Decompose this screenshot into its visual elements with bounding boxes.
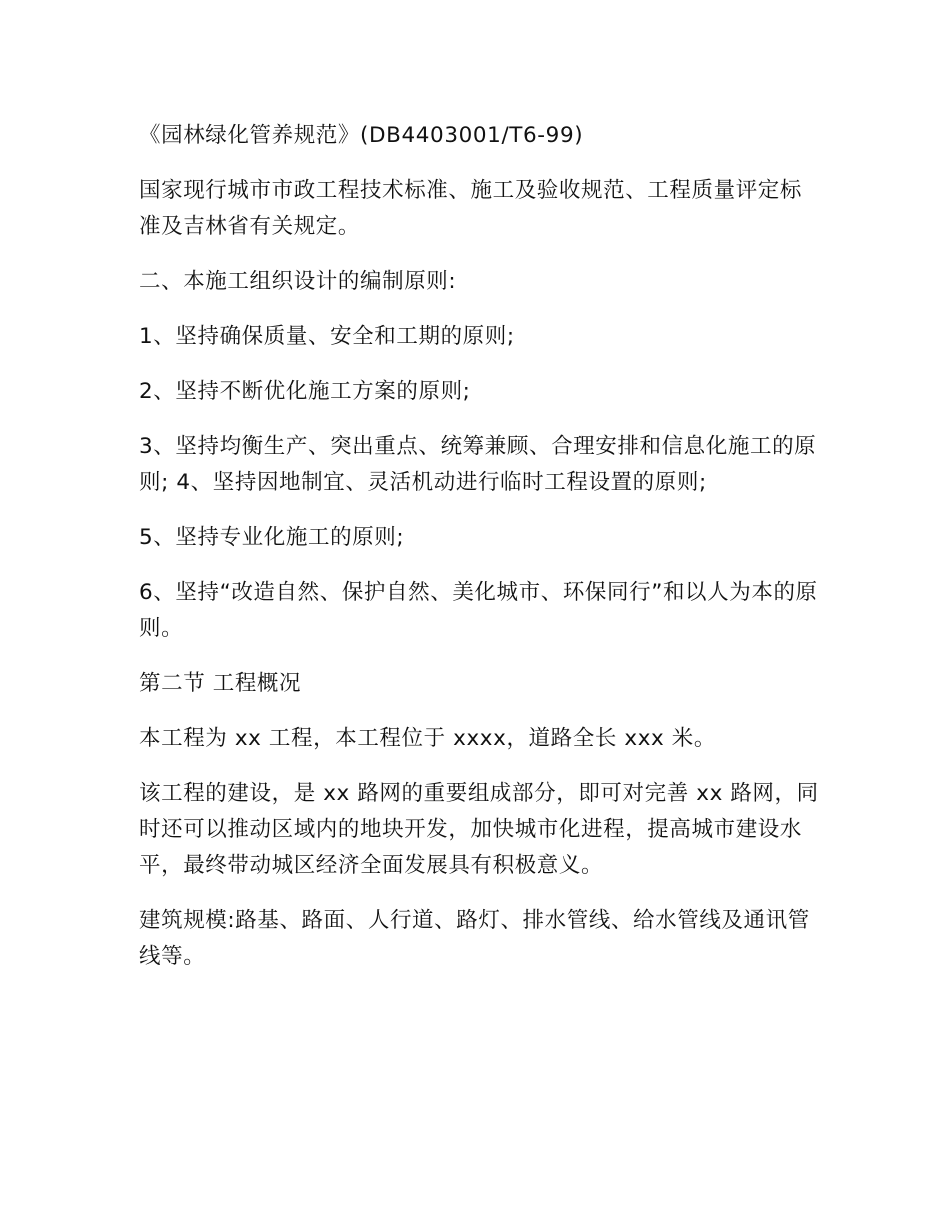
principle-item-1: 1、坚持确保质量、安全和工期的原则;	[139, 324, 515, 349]
principle-item-6: 6、坚持“改造自然、保护自然、美化城市、环保同行”和以人为本的原则。	[139, 580, 818, 641]
project-significance-paragraph: 该工程的建设，是 xx 路网的重要组成部分，即可对完善 xx 路网，同时还可以推动区域内的地块开发，加快城市化进程，提高城市建设水平，最终带动城区经济全面发展具有积极意义。	[139, 781, 819, 878]
reference-national-standards: 国家现行城市市政工程技术标准、施工及验收规范、工程质量评定标准及吉林省有关规定。	[139, 178, 803, 239]
construction-scale-paragraph: 建筑规模:路基、路面、人行道、路灯、排水管线、给水管线及通讯管线等。	[139, 908, 810, 969]
principle-item-5: 5、坚持专业化施工的原则;	[139, 525, 405, 550]
reference-standard-line: 《园林绿化管养规范》(DB4403001/T6-99)	[139, 123, 584, 148]
principle-item-3-4: 3、坚持均衡生产、突出重点、统筹兼顾、合理安排和信息化施工的原则; 4、坚持因地制宜、灵活机动进行临时工程设置的原则;	[139, 434, 817, 495]
principle-item-2: 2、坚持不断优化施工方案的原则;	[139, 379, 471, 404]
section-heading-principles: 二、本施工组织设计的编制原则:	[139, 269, 457, 294]
document-body	[139, 118, 819, 994]
project-location-paragraph: 本工程为 xx 工程，本工程位于 xxxx，道路全长 xxx 米。	[139, 726, 716, 751]
section-heading-overview: 第二节 工程概况	[139, 671, 302, 696]
